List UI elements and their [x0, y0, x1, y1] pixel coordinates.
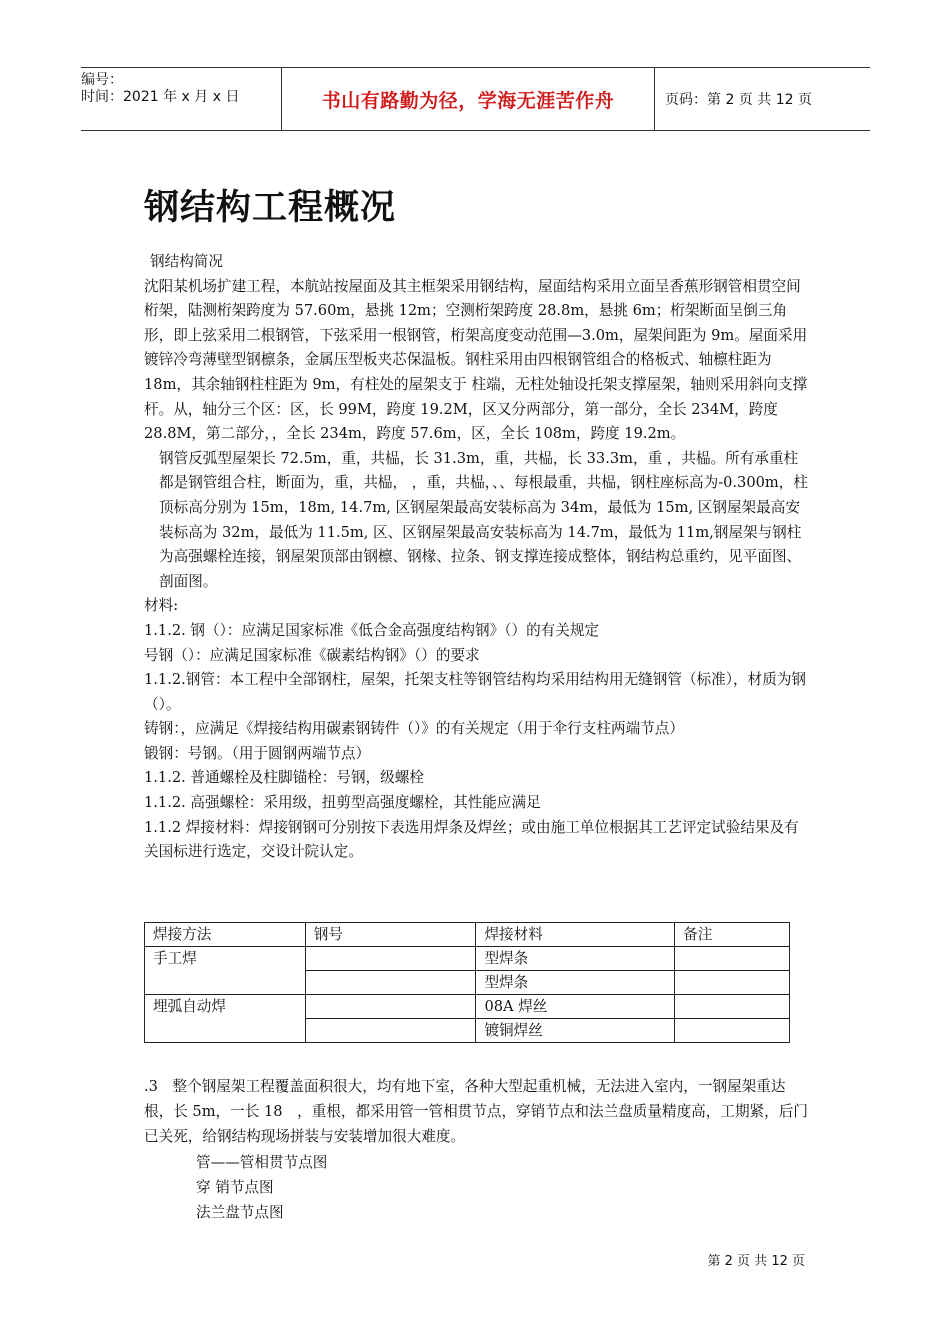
welding-materials-table [144, 922, 790, 1043]
figure-caption: 法兰盘节点图 [196, 1204, 284, 1221]
material-item: 1.1.2. 钢（）：应满足国家标准《低合金高强度结构钢》（）的有关规定 [144, 621, 600, 639]
table-cell [305, 995, 476, 1019]
page-footer: 第 2 页 共 12 页 [707, 1254, 805, 1269]
paragraph-difficulty: .3 整个钢屋架工程覆盖面积很大，均有地下室，各种大型起重机械，无法进入室内，一钢屋架重达 根，长 5m，一长 18 ，重根，都采用管一管相贯节点，穿销节点和法兰盘质量精度高，工期紧，后门已关死，给钢结构现场拼装与安装增加很大难度。 [144, 1078, 808, 1145]
table-cell-method: 手工焊 [145, 947, 306, 995]
table-row [145, 947, 790, 971]
section-heading: 钢结构简况 [150, 253, 223, 270]
table-header-cell: 焊接方法 [145, 923, 306, 947]
table-cell [305, 947, 476, 971]
figure-caption: 穿 销节点图 [196, 1179, 274, 1196]
document-time-label: 时间：2021 年 x 月 x 日 [81, 89, 240, 105]
table-header-cell: 钢号 [305, 923, 476, 947]
table-cell-material: 08A 焊丝 [476, 995, 675, 1019]
paragraph-overview: 沈阳某机场扩建工程，本航站按屋面及其主框架采用钢结构，屋面结构采用立面呈香蕉形钢管相贯空间桁架，陆测桁架跨度为 57.60m，悬挑 12m；空测桁架跨度 28.8m，悬挑 6m；桁架断面呈倒三角形，即上弦采用二根钢管，下弦采用一根钢管，桁架高度变动范围—3.0m，屋架间距为 9m。屋面采用镀锌冷弯薄壁型钢檩条，金属压型板夹芯保温板。钢柱采用由四根钢管组合的格板式、轴檩柱距为 18m，其余轴钢柱柱距为 9m，有柱处的屋架支于 柱端，无柱处轴设托架支撑屋架，轴则采用斜向支撑杆。从，轴分三个区：区，长 99M，跨度 19.2M，区又分两部分，第一部分，全长 234M，跨度 28.8M，第二部分，，全长 234m，跨度 57.6m，区，全长 108m，跨度 19.2m。 [144, 277, 808, 443]
page-header [81, 67, 870, 131]
material-item: 铸钢：，应满足《焊接结构用碳素钢铸件（）》的有关规定（用于伞行支柱两端节点） [144, 720, 684, 738]
figure-caption: 管——管相贯节点图 [196, 1154, 328, 1171]
material-item: 号钢（）：应满足国家标准《碳素结构钢》（）的要求 [144, 646, 480, 664]
table-cell [675, 947, 790, 971]
materials-heading: 材料: [144, 597, 179, 615]
material-item: 1.1.2 焊接材料：焊接钢钢可分别按下表选用焊条及焊丝；或由施工单位根据其工艺评定试验结果及有关国标进行选定，交设计院认定。 [144, 818, 799, 861]
material-item: 1.1.2.钢管：本工程中全部钢柱，屋架，托架支柱等钢管结构均采用结构用无缝钢管（标准），材质为钢（）。 [144, 671, 807, 713]
table-cell [675, 971, 790, 995]
table-cell [675, 995, 790, 1019]
table-cell [675, 1019, 790, 1043]
header-motto: 书山有路勤为径，学海无涯苦作舟 [321, 89, 615, 112]
table-cell-material: 型焊条 [476, 947, 675, 971]
page-title: 钢结构工程概况 [144, 188, 397, 228]
table-header-row [145, 923, 790, 947]
material-item: 1.1.2. 高强螺栓：采用级，扭剪型高强度螺栓，其性能应满足 [144, 794, 541, 812]
table-header-cell: 备注 [675, 923, 790, 947]
header-meta [81, 68, 281, 134]
document-number-label: 编号： [81, 72, 123, 88]
material-item: 1.1.2. 普通螺栓及柱脚锚栓：号钢，级螺栓 [144, 769, 424, 787]
table-cell [305, 971, 476, 995]
header-motto-cell [281, 68, 655, 130]
table-cell [305, 1019, 476, 1043]
document-body [144, 250, 808, 865]
table-header-cell: 焊接材料 [476, 923, 675, 947]
header-page-info: 页码：第 2 页 共 12 页 [665, 92, 812, 108]
material-item: 锻钢：号钢。（用于圆钢两端节点） [144, 744, 371, 762]
table-cell-method: 埋弧自动焊 [145, 995, 306, 1043]
table-cell-material: 型焊条 [476, 971, 675, 995]
paragraph-roof-truss: 钢管反弧型屋架长 72.5m，重，共榀，长 31.3m，重，共榀，长 33.3m，重 ，共榀。所有承重柱都是钢管组合柱，断面为，重，共榀， ，重，共榀，、、每根最重，共榀，钢柱座标高为-0.300m，柱顶标高分别为 15m，18m, 14.7m, 区钢屋架最高安装标高为 34m，最低为 15m, 区钢屋架最高安装标高为 32m，最低为 11.5m, 区、区钢屋架最高安装标高为 14.7m，最低为 11m,钢屋架与钢柱为高强螺栓连接，钢屋架顶部由钢檩、钢椽、拉条、钢支撑连接成整体，钢结构总重约，见平面图、剖面图。 [159, 449, 808, 590]
table-row [145, 995, 790, 1019]
table-cell-material: 镀铜焊丝 [476, 1019, 675, 1043]
